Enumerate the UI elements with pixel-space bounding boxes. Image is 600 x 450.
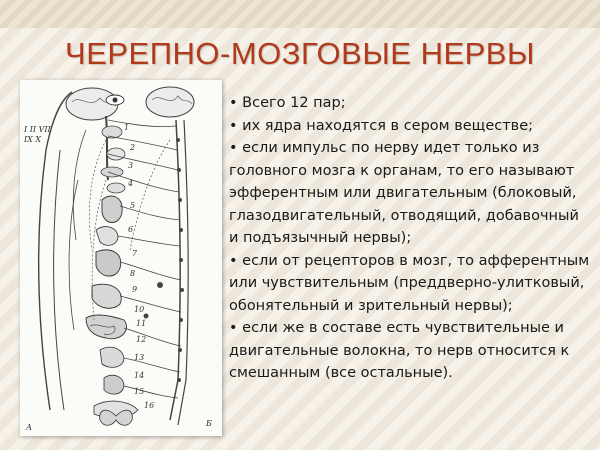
number-7: 7: [132, 249, 138, 258]
number-3: 3: [128, 161, 134, 170]
number-2: 2: [130, 143, 136, 152]
label-cranial-numerals-top: I II VII: [24, 125, 51, 134]
number-10: 10: [134, 305, 145, 314]
slide-title: ЧЕРЕПНО-МОЗГОВЫЕ НЕРВЫ: [65, 36, 535, 71]
bullet-efferent: • если импульс по нерву идет только из головного мозга к органам, то его называют эфферентным или двигательным (блоковый, глазодвигательный, отводящий, добавочный и подъязычный нервы);: [229, 140, 579, 246]
bullet-list: [229, 92, 591, 385]
number-11: 11: [136, 319, 147, 328]
label-cranial-numerals-bottom: IX X: [24, 135, 42, 144]
top-decorative-band: [0, 0, 600, 28]
number-8: 8: [130, 269, 136, 278]
bullet-nuclei: • их ядра находятся в сером веществе;: [229, 117, 534, 134]
label-a: А: [26, 423, 33, 432]
bullet-total-pairs: • Всего 12 пар;: [229, 95, 346, 111]
number-13: 13: [134, 353, 145, 362]
nerve-diagram: [20, 80, 222, 436]
number-12: 12: [136, 335, 147, 344]
number-5: 5: [130, 201, 136, 210]
number-6: 6: [128, 225, 134, 234]
number-14: 14: [134, 371, 145, 380]
number-16: 16: [144, 401, 155, 410]
number-9: 9: [132, 285, 138, 294]
number-1: 1: [124, 123, 130, 132]
number-15: 15: [134, 387, 145, 396]
organ-numbers: [124, 123, 154, 410]
bullet-afferent: • если от рецепторов в мозг, то афферентным или чувствительным (преддверно-улитковый, обонятельный и зрительный нервы);: [229, 252, 590, 314]
bullet-mixed: • если же в составе есть чувствительные и двигательные волокна, то нерв относится к смешанным (все остальные).: [229, 320, 570, 381]
nervous-system-illustration: [20, 80, 222, 436]
label-b: Б: [206, 419, 212, 428]
number-4: 4: [128, 179, 134, 188]
